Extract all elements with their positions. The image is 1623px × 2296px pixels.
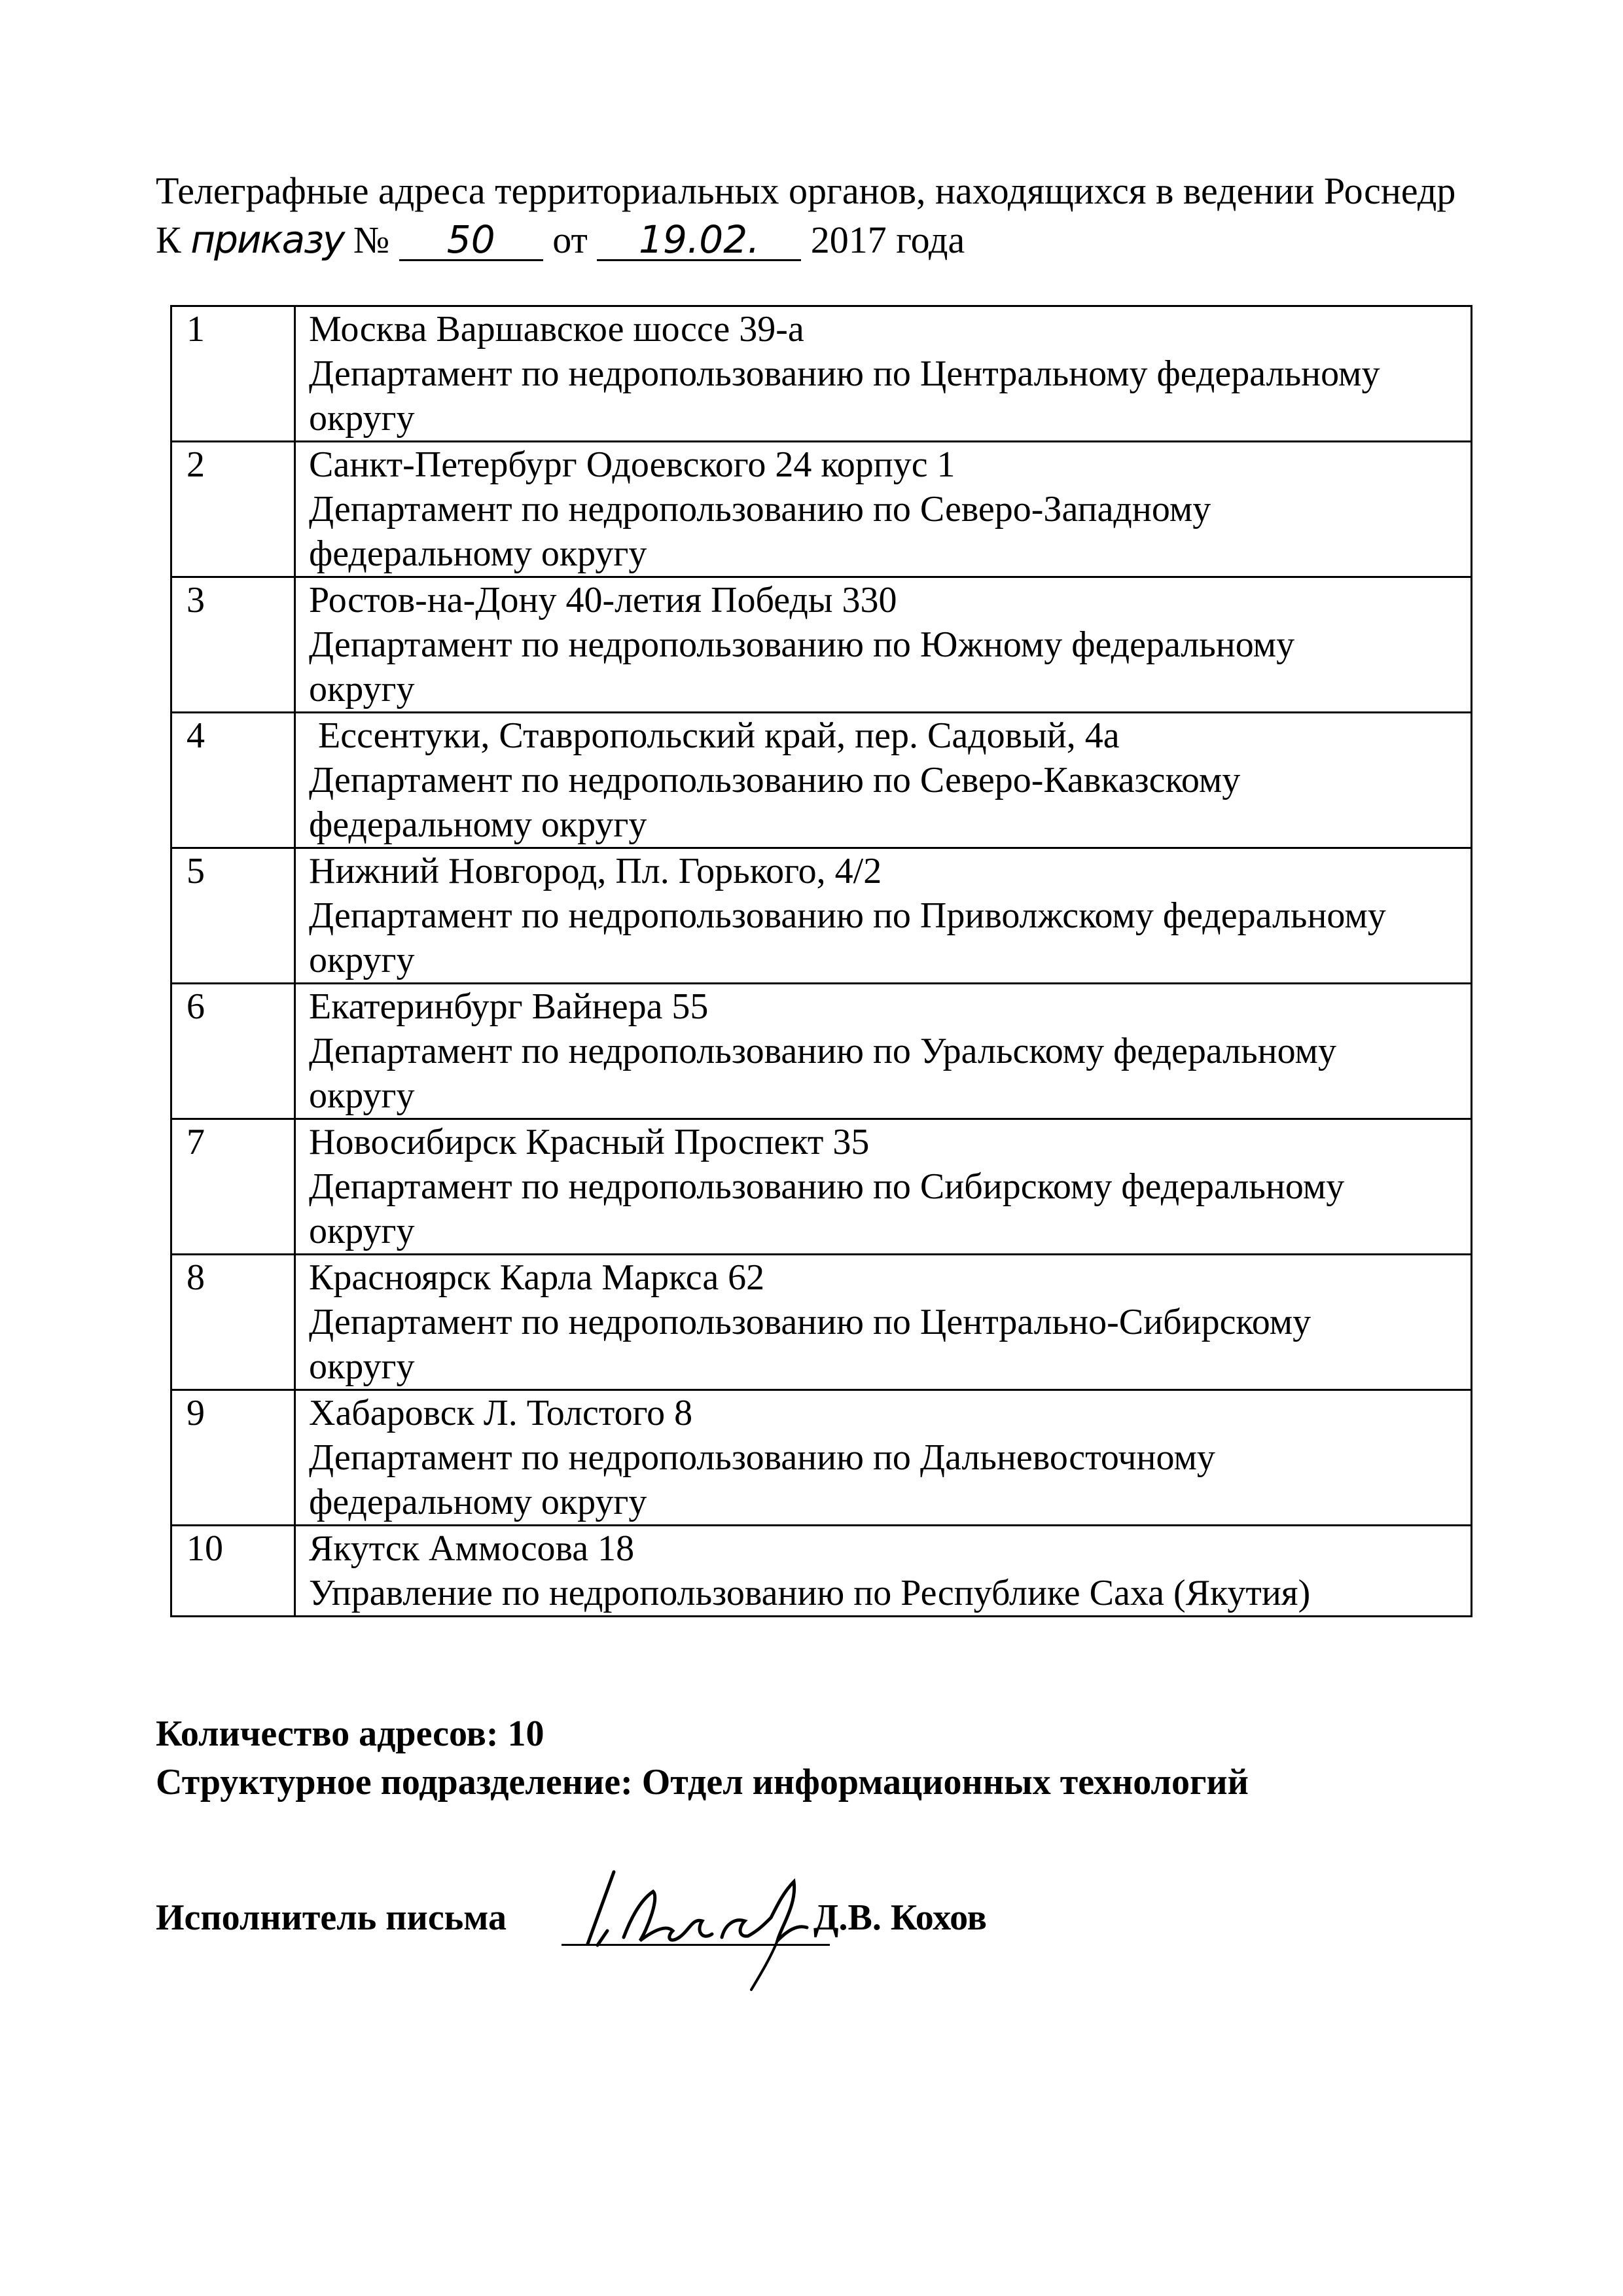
row-number: 1: [171, 306, 295, 442]
row-number: 6: [171, 984, 295, 1119]
row-address: Хабаровск Л. Толстого 8: [309, 1393, 693, 1433]
order-number-label: №: [353, 219, 390, 261]
table-row: [171, 713, 1472, 848]
document-title: Телеграфные адреса территориальных органов, находящихся в ведении Роснедр: [156, 170, 1456, 212]
row-address: Новосибирск Красный Проспект 35: [309, 1122, 870, 1162]
row-department-cont: федеральному округу: [309, 533, 647, 574]
row-number: 9: [171, 1390, 295, 1526]
row-department-cont: округу: [309, 1346, 415, 1387]
row-department-cont: округу: [309, 1211, 415, 1251]
row-address: Ессентуки, Ставропольский край, пер. Садовый, 4а: [309, 715, 1120, 756]
row-department-cont: округу: [309, 398, 415, 439]
row-content: [295, 1119, 1472, 1255]
table-row: [171, 306, 1472, 442]
address-count: Количество адресов: 10: [156, 1713, 544, 1754]
row-number: 3: [171, 577, 295, 713]
addresses-table: [170, 305, 1472, 1617]
handwritten-signature-icon: [562, 1833, 836, 1996]
table-row: [171, 1526, 1472, 1617]
row-address: Якутск Аммосова 18: [309, 1528, 635, 1569]
table-row: [171, 1390, 1472, 1526]
row-department-cont: округу: [309, 1075, 415, 1116]
row-content: [295, 1526, 1472, 1617]
table-row: [171, 1119, 1472, 1255]
row-number: 7: [171, 1119, 295, 1255]
row-content: [295, 848, 1472, 984]
row-content: [295, 984, 1472, 1119]
row-department: Департамент по недропользованию по Северо-Западному: [309, 489, 1211, 529]
table-row: [171, 1255, 1472, 1390]
order-prefix: К: [156, 219, 181, 261]
order-date-label: от: [552, 219, 588, 261]
row-department: Департамент по недропользованию по Дальневосточному: [309, 1437, 1215, 1478]
row-content: [295, 442, 1472, 577]
row-content: [295, 306, 1472, 442]
row-address: Санкт-Петербург Одоевского 24 корпус 1: [309, 444, 955, 485]
table-row: [171, 442, 1472, 577]
table-row: [171, 577, 1472, 713]
row-department: Департамент по недропользованию по Приволжскому федеральному: [309, 895, 1386, 936]
row-content: [295, 1255, 1472, 1390]
row-department: Департамент по недропользованию по Центрально-Сибирскому: [309, 1302, 1311, 1342]
row-address: Ростов-на-Дону 40-летия Победы 330: [309, 580, 897, 620]
row-department: Департамент по недропользованию по Центральному федеральному: [309, 353, 1380, 394]
table-row: [171, 848, 1472, 984]
row-department-cont: округу: [309, 940, 415, 980]
row-number: 5: [171, 848, 295, 984]
row-number: 2: [171, 442, 295, 577]
order-number: 50: [399, 220, 543, 261]
order-reference: [156, 216, 1072, 264]
row-address: Красноярск Карла Маркса 62: [309, 1257, 765, 1298]
order-handwritten-word: приказу: [190, 217, 344, 262]
order-date: 19.02.: [597, 220, 801, 261]
executor-name: Д.В. Кохов: [813, 1897, 988, 1938]
row-department: Департамент по недропользованию по Уральскому федеральному: [309, 1031, 1336, 1071]
row-content: [295, 577, 1472, 713]
row-number: 10: [171, 1526, 295, 1617]
row-address: Нижний Новгород, Пл. Горького, 4/2: [309, 851, 882, 891]
row-number: 8: [171, 1255, 295, 1390]
row-department: Управление по недропользованию по Республике Саха (Якутия): [309, 1573, 1311, 1613]
table-row: [171, 984, 1472, 1119]
row-department: Департамент по недропользованию по Северо-Кавказскому: [309, 760, 1241, 800]
row-content: [295, 713, 1472, 848]
row-number: 4: [171, 713, 295, 848]
row-department: Департамент по недропользованию по Южному федеральному: [309, 624, 1295, 665]
row-department-cont: федеральному округу: [309, 1482, 647, 1522]
order-year: 2017 года: [810, 219, 965, 261]
signature-row: [156, 1872, 1072, 1964]
row-department-cont: округу: [309, 669, 415, 709]
row-department: Департамент по недропользованию по Сибирскому федеральному: [309, 1166, 1345, 1207]
row-department-cont: федеральному округу: [309, 804, 647, 845]
structural-division: Структурное подразделение: Отдел информационных технологий: [156, 1762, 1249, 1803]
row-content: [295, 1390, 1472, 1526]
row-address: Екатеринбург Вайнера 55: [309, 986, 709, 1027]
summary-block: [156, 1710, 1249, 1806]
executor-label: Исполнитель письма: [156, 1897, 507, 1938]
row-address: Москва Варшавское шоссе 39-а: [309, 309, 804, 350]
